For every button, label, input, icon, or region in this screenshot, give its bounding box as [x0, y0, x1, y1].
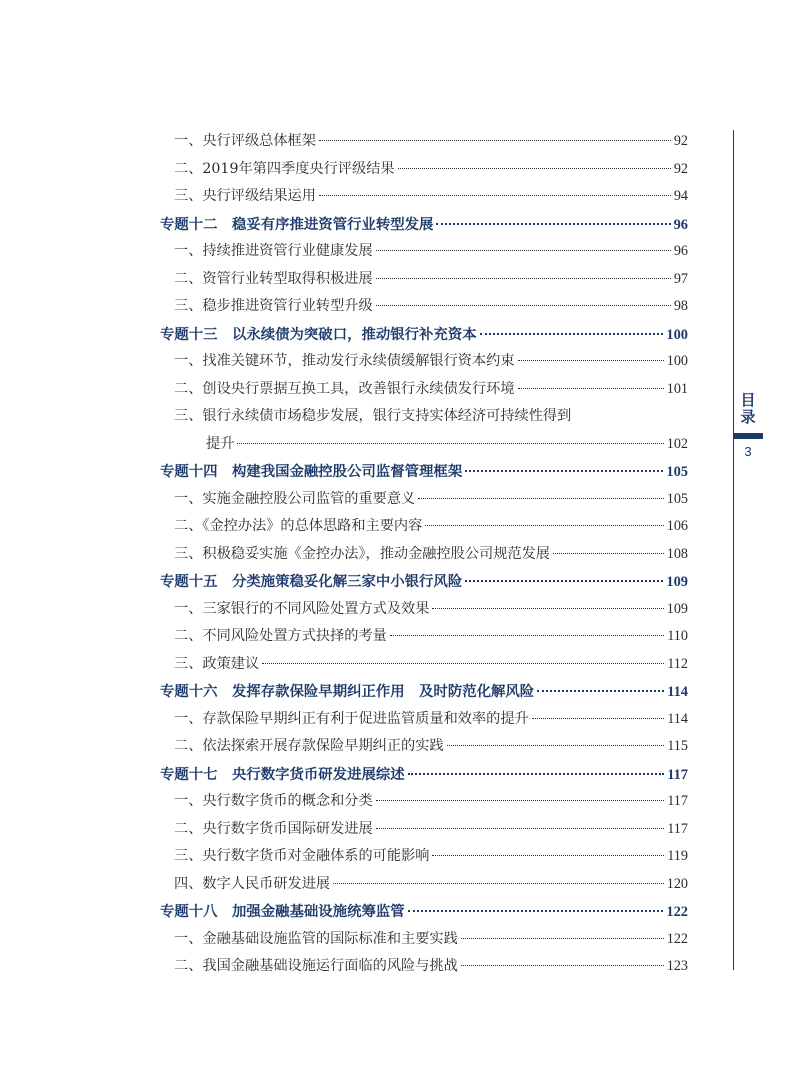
dot-leader — [319, 140, 671, 141]
toc-entry-page: 96 — [673, 243, 688, 259]
toc-entry[interactable] — [160, 926, 688, 954]
toc-entry[interactable] — [160, 596, 688, 624]
side-marker-bar — [733, 433, 763, 439]
toc-entry-page: 115 — [667, 738, 688, 754]
dot-leader — [319, 195, 671, 196]
toc-entry-title: 一、央行评级总体框架 — [174, 133, 316, 149]
toc-entry-page: 102 — [666, 435, 688, 452]
toc-entry[interactable] — [160, 953, 688, 981]
toc-entry-title: 一、存款保险早期纠正有利于促进监管质量和效率的提升 — [174, 710, 529, 727]
toc-entry-title: 专题十四 构建我国金融控股公司监督管理框架 — [160, 463, 463, 480]
side-rule — [733, 130, 734, 970]
table-of-contents — [160, 128, 688, 981]
dot-leader — [398, 168, 671, 169]
section-label-char: 目 — [740, 391, 756, 409]
toc-entry-title: 三、银行永续债市场稳步发展，银行支持实体经济可持续性得到 — [174, 408, 572, 424]
dot-leader — [480, 333, 664, 335]
dot-leader — [376, 250, 671, 251]
toc-chapter-entry[interactable] — [160, 898, 688, 926]
toc-entry-title: 三、稳步推进资管行业转型升级 — [174, 298, 373, 314]
toc-entry-page: 97 — [673, 270, 688, 287]
toc-entry-page: 114 — [667, 684, 688, 700]
section-label — [738, 392, 758, 426]
toc-entry-page: 114 — [667, 710, 688, 727]
toc-entry-title: 一、实施金融控股公司监管的重要意义 — [174, 490, 416, 507]
dot-leader — [461, 965, 664, 966]
toc-entry-title: 专题十三 以永续债为突破口，推动银行补充资本 — [160, 325, 477, 343]
toc-chapter-entry[interactable] — [160, 458, 688, 486]
dot-leader — [432, 855, 664, 856]
toc-entry-page: 109 — [666, 600, 688, 617]
toc-entry[interactable] — [160, 651, 688, 679]
toc-entry-title: 三、政策建议 — [174, 655, 260, 672]
toc-entry-title: 一、找准关键环节，推动发行永续债缓解银行资本约束 — [174, 353, 515, 369]
section-label-char: 录 — [740, 408, 756, 426]
toc-entry-page: 101 — [666, 380, 688, 397]
dot-leader — [418, 498, 664, 499]
toc-entry[interactable] — [160, 706, 688, 734]
toc-entry-page: 122 — [666, 904, 688, 920]
toc-entry[interactable] — [160, 843, 688, 871]
dot-leader — [376, 828, 665, 829]
dot-leader — [237, 443, 663, 444]
toc-entry-title: 专题十二 稳妥有序推进资管行业转型发展 — [160, 215, 434, 233]
toc-entry-page: 123 — [666, 958, 688, 974]
toc-entry-page: 108 — [666, 545, 688, 562]
toc-entry[interactable] — [160, 513, 688, 541]
toc-entry-title: 专题十八 加强金融基础设施统筹监管 — [160, 903, 405, 920]
dot-leader — [436, 223, 670, 225]
toc-entry[interactable] — [160, 541, 688, 569]
dot-leader — [518, 388, 664, 389]
toc-entry[interactable] — [160, 156, 688, 184]
dot-leader — [465, 580, 663, 582]
toc-entry[interactable] — [160, 183, 688, 211]
dot-leader — [376, 278, 671, 279]
toc-entry[interactable] — [160, 348, 688, 376]
toc-entry-page: 100 — [666, 326, 688, 343]
toc-entry[interactable] — [160, 128, 688, 156]
toc-chapter-entry[interactable] — [160, 211, 688, 239]
dot-leader — [262, 663, 664, 664]
toc-entry-title: 三、央行评级结果运用 — [174, 188, 316, 204]
toc-entry[interactable] — [160, 403, 688, 431]
toc-entry-title: 二、央行数字货币国际研发进展 — [174, 820, 373, 837]
dot-leader — [376, 800, 665, 801]
toc-entry-page: 117 — [667, 766, 688, 783]
dot-leader — [537, 690, 664, 692]
toc-entry-page: 100 — [666, 353, 688, 369]
dot-leader — [408, 910, 664, 912]
dot-leader — [532, 718, 665, 719]
toc-entry-page: 96 — [673, 216, 688, 233]
dot-leader — [465, 470, 663, 472]
toc-entry-title: 三、央行数字货币对金融体系的可能影响 — [174, 848, 430, 864]
dot-leader — [518, 360, 664, 361]
toc-entry-page: 120 — [666, 875, 688, 892]
toc-entry[interactable] — [160, 431, 688, 459]
toc-entry-page: 94 — [673, 188, 688, 204]
toc-entry[interactable] — [160, 871, 688, 899]
dot-leader — [432, 608, 663, 609]
toc-entry[interactable] — [160, 266, 688, 294]
page-number: 3 — [744, 444, 752, 459]
toc-entry[interactable] — [160, 293, 688, 321]
toc-chapter-entry[interactable] — [160, 568, 688, 596]
toc-entry-page: 117 — [667, 793, 688, 809]
toc-entry-page: 109 — [666, 574, 688, 590]
toc-entry[interactable] — [160, 486, 688, 514]
toc-entry-title: 一、三家银行的不同风险处置方式及效果 — [174, 600, 430, 617]
dot-leader — [447, 745, 665, 746]
toc-entry-title: 二、《金控办法》的总体思路和主要内容 — [174, 518, 423, 534]
toc-entry-title: 专题十五 分类施策稳妥化解三家中小银行风险 — [160, 573, 463, 590]
dot-leader — [461, 938, 664, 939]
toc-entry-page: 92 — [673, 160, 688, 177]
dot-leader — [408, 773, 665, 775]
toc-entry[interactable] — [160, 376, 688, 404]
dot-leader — [376, 305, 671, 306]
toc-entry-page: 92 — [673, 133, 688, 149]
toc-entry[interactable] — [160, 623, 688, 651]
toc-entry-title: 二、创设央行票据互换工具，改善银行永续债发行环境 — [174, 380, 515, 397]
toc-entry[interactable] — [160, 816, 688, 844]
dot-leader — [553, 553, 664, 554]
toc-entry-title: 一、持续推进资管行业健康发展 — [174, 243, 373, 259]
toc-entry-title: 一、央行数字货币的概念和分类 — [174, 793, 373, 809]
toc-entry-title: 二、资管行业转型取得积极进展 — [174, 270, 373, 287]
toc-chapter-entry[interactable] — [160, 321, 688, 349]
toc-entry-title: 四、数字人民币研发进展 — [174, 875, 331, 892]
toc-entry-title: 三、积极稳妥实施《金控办法》，推动金融控股公司规范发展 — [174, 545, 550, 562]
toc-entry[interactable] — [160, 238, 688, 266]
toc-entry-title: 二、我国金融基础设施运行面临的风险与挑战 — [174, 958, 458, 974]
toc-entry-title: 二、依法探索开展存款保险早期纠正的实践 — [174, 738, 444, 754]
toc-entry-page: 105 — [666, 464, 688, 480]
toc-entry-page: 119 — [667, 848, 688, 864]
dot-leader — [333, 883, 664, 884]
toc-entry-title: 提升 — [206, 435, 235, 452]
toc-chapter-entry[interactable] — [160, 761, 688, 789]
toc-entry-page: 106 — [666, 518, 688, 534]
dot-leader — [425, 525, 663, 526]
toc-entry-page: 105 — [666, 490, 688, 507]
toc-entry-title: 二、2019年第四季度央行评级结果 — [174, 160, 395, 177]
toc-entry-page: 110 — [667, 628, 688, 644]
toc-entry-page: 117 — [667, 820, 688, 837]
toc-entry[interactable] — [160, 733, 688, 761]
toc-entry-title: 二、不同风险处置方式抉择的考量 — [174, 628, 387, 644]
toc-entry[interactable] — [160, 788, 688, 816]
toc-entry-page: 112 — [667, 655, 688, 672]
toc-entry-title: 专题十六 发挥存款保险早期纠正作用 及时防范化解风险 — [160, 683, 535, 700]
toc-entry-title: 专题十七 央行数字货币研发进展综述 — [160, 765, 405, 783]
toc-entry-title: 一、金融基础设施监管的国际标准和主要实践 — [174, 930, 458, 947]
toc-chapter-entry[interactable] — [160, 678, 688, 706]
dot-leader — [390, 635, 664, 636]
toc-entry-page: 122 — [666, 930, 688, 947]
toc-entry-page: 98 — [673, 298, 688, 314]
